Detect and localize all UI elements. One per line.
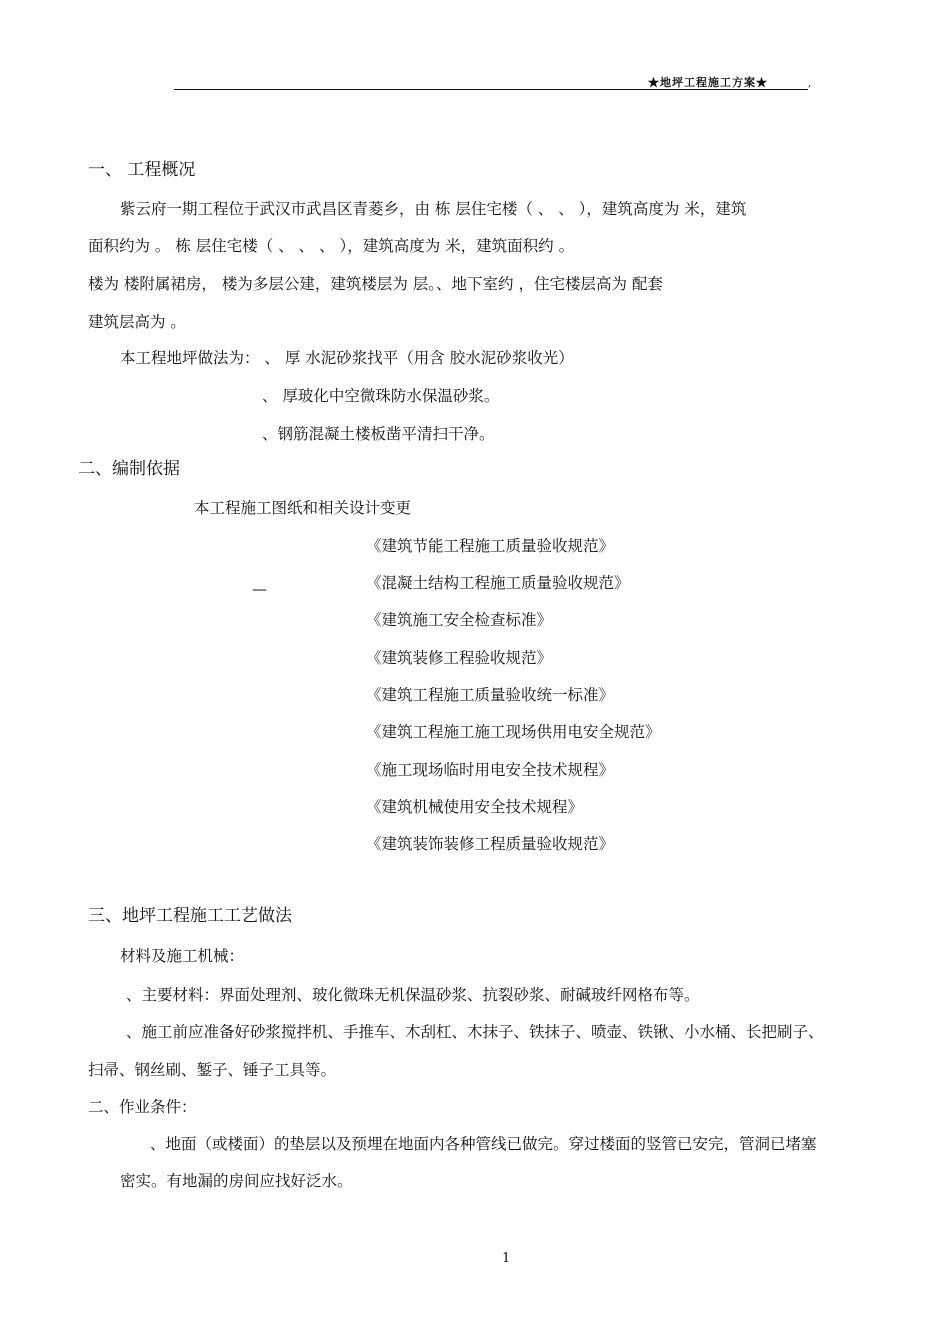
header-rule bbox=[174, 89, 808, 90]
tools-line-2: 扫帚、钢丝刷、錾子、锤子工具等。 bbox=[88, 1061, 337, 1079]
work-conditions-line-1: 、地面（或楼面）的垫层以及预埋在地面内各种管线已做完。穿过楼面的竖管已安完，管洞已堵塞 bbox=[150, 1135, 817, 1153]
work-conditions-line-2: 密实。有地漏的房间应找好泛水。 bbox=[120, 1172, 353, 1190]
standard-item: 《建筑装饰装修工程质量验收规范》 bbox=[366, 835, 615, 853]
overview-line-3: 楼为 楼附属裙房， 楼为多层公建，建筑楼层为 层。、地下室约 ，住宅楼层高为 配套 bbox=[88, 275, 663, 293]
floor-method-line-1: 本工程地坪做法为： 、 厚 水泥砂浆找平（用含 胶水泥砂浆收光） bbox=[120, 349, 574, 367]
standard-item: 《建筑工程施工质量验收统一标准》 bbox=[366, 686, 615, 704]
section2-heading: 二、编制依据 bbox=[78, 459, 180, 479]
standard-item: 《建筑工程施工施工现场供用电安全规范》 bbox=[366, 723, 661, 741]
main-materials: 、主要材料：界面处理剂、玻化微珠无机保温砂浆、抗裂砂浆、耐碱玻纤网格布等。 bbox=[126, 986, 700, 1004]
section1-heading: 一、 工程概况 bbox=[88, 160, 196, 180]
standard-item: 《建筑节能工程施工质量验收规范》 bbox=[366, 537, 615, 555]
floor-method-line-3: 、钢筋混凝土楼板凿平清扫干净。 bbox=[262, 425, 495, 443]
standard-item: 《混凝土结构工程施工质量验收规范》 bbox=[366, 574, 630, 592]
header-title: ★地坪工程施工方案★ bbox=[648, 76, 768, 89]
overview-line-2: 面积约为 。 栋 层住宅楼（ 、 、 、 ），建筑高度为 米，建筑面积约 。 bbox=[88, 237, 575, 255]
basis-dash: — bbox=[252, 580, 267, 598]
basis-intro: 本工程施工图纸和相关设计变更 bbox=[194, 499, 412, 517]
work-conditions-title: 二、作业条件： bbox=[88, 1098, 197, 1116]
standard-item: 《施工现场临时用电安全技术规程》 bbox=[366, 761, 615, 779]
standard-item: 《建筑施工安全检查标准》 bbox=[366, 611, 553, 629]
overview-line-1: 紫云府一期工程位于武汉市武昌区青菱乡，由 栋 层住宅楼（ 、 、 ），建筑高度为 米，建筑 bbox=[120, 200, 747, 218]
materials-title: 材料及施工机械： bbox=[120, 947, 245, 965]
section3-heading: 三、地坪工程施工工艺做法 bbox=[88, 906, 292, 926]
tools-line-1: 、施工前应准备好砂浆搅拌机、手推车、木刮杠、木抹子、铁抹子、喷壶、铁锹、小水桶、长把刷子、 bbox=[126, 1023, 824, 1041]
floor-method-line-2: 、 厚玻化中空微珠防水保温砂浆。 bbox=[262, 387, 500, 405]
standard-item: 《建筑机械使用安全技术规程》 bbox=[366, 798, 584, 816]
standard-item: 《建筑装修工程验收规范》 bbox=[366, 649, 553, 667]
header-comma: , bbox=[808, 78, 812, 89]
page-number: 1 bbox=[502, 1251, 511, 1266]
overview-line-4: 建筑层高为 。 bbox=[88, 313, 186, 331]
